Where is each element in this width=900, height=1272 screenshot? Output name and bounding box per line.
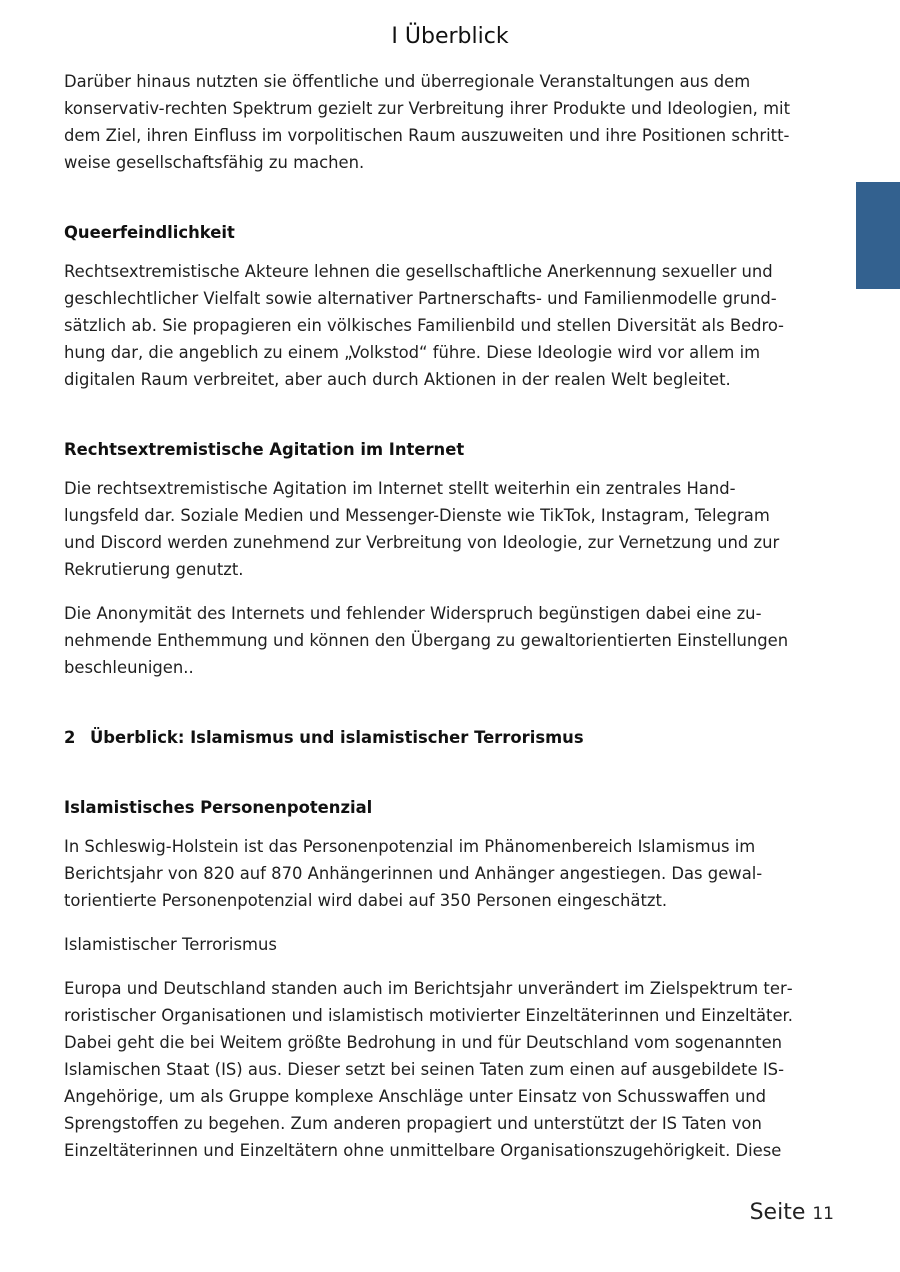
- chapter-heading: [64, 724, 800, 751]
- subheading-terrorismus: Islamistischer Terrorismus: [64, 935, 277, 954]
- terrorismus-paragraph: Europa und Deutschland standen auch im Berichtsjahr unverändert im Zielspektrum terroristischer Organisationen und islamistisch motivierter Einzeltäterinnen und Einzeltäter. Dabei geht die bei Weitem größte Bedrohung in und für Deutschland vom sogenannten Islamischen Staat (IS) aus. Dieser setzt bei seinen Taten zum einen auf ausgebildete IS-Angehörige, um als Gruppe komplexe Anschläge unter Einsatz von Schusswaffen und Sprengstoffen zu begehen. Zum anderen propagiert und unterstützt der IS Taten von Einzeltäterinnen und Einzeltätern ohne unmittelbare Organisationszugehörigkeit. Diese: [64, 979, 794, 1160]
- page-title: I Überblick: [391, 24, 509, 49]
- section-heading-personenpotenzial: Islamistisches Personenpotenzial: [64, 798, 373, 817]
- chapter-title: Überblick: Islamismus und islamistischer Terrorismus: [90, 728, 584, 747]
- queerfeindlichkeit-paragraph: Rechtsextremistische Akteure lehnen die gesellschaftliche Anerkennung sexueller und geschlechtlicher Vielfalt sowie alternativer Partnerschafts- und Familienmodelle grundsätzlich ab. Sie propagieren ein völkisches Familienbild und stellen Diversität als Bedrohung dar, die angeblich zu einem „Volkstod“ führe. Diese Ideologie wird vor allem im digitalen Raum verbreitet, aber auch durch Aktionen in der realen Welt begleitet.: [64, 262, 784, 389]
- internet-paragraph-1: Die rechtsextremistische Agitation im Internet stellt weiterhin ein zentrales Handlungsfeld dar. Soziale Medien und Messenger-Dienste wie TikTok, Instagram, Telegram und Discord werden zunehmend zur Verbreitung von Ideologie, zur Vernetzung und zur Rekrutierung genutzt.: [64, 479, 780, 579]
- page-content: [64, 68, 800, 1164]
- page-number: 11: [812, 1204, 834, 1224]
- page-label: Seite: [749, 1200, 806, 1225]
- chapter-tab-marker: [856, 182, 900, 289]
- section-heading-queerfeindlichkeit: Queerfeindlichkeit: [64, 223, 235, 242]
- chapter-number: 2: [64, 728, 76, 747]
- personenpotenzial-paragraph: In Schleswig-Holstein ist das Personenpotenzial im Phänomenbereich Islamismus im Berichtsjahr von 820 auf 870 Anhängerinnen und Anhänger angestiegen. Das gewaltorientierte Personenpotenzial wird dabei auf 350 Personen eingeschätzt.: [64, 837, 763, 910]
- internet-paragraph-2: Die Anonymität des Internets und fehlender Widerspruch begünstigen dabei eine zunehmende Enthemmung und können den Übergang zu gewaltorientierten Einstellungen beschleunigen..: [64, 604, 789, 677]
- section-heading-internet-agitation: Rechtsextremistische Agitation im Internet: [64, 440, 465, 459]
- page-footer: [750, 1198, 834, 1229]
- intro-paragraph: Darüber hinaus nutzten sie öffentliche und überregionale Veranstaltungen aus dem konservativ-rechten Spektrum gezielt zur Verbreitung ihrer Produkte und Ideologien, mit dem Ziel, ihren Einfluss im vorpolitischen Raum auszuweiten und ihre Positionen schrittweise gesellschaftsfähig zu machen.: [64, 72, 791, 172]
